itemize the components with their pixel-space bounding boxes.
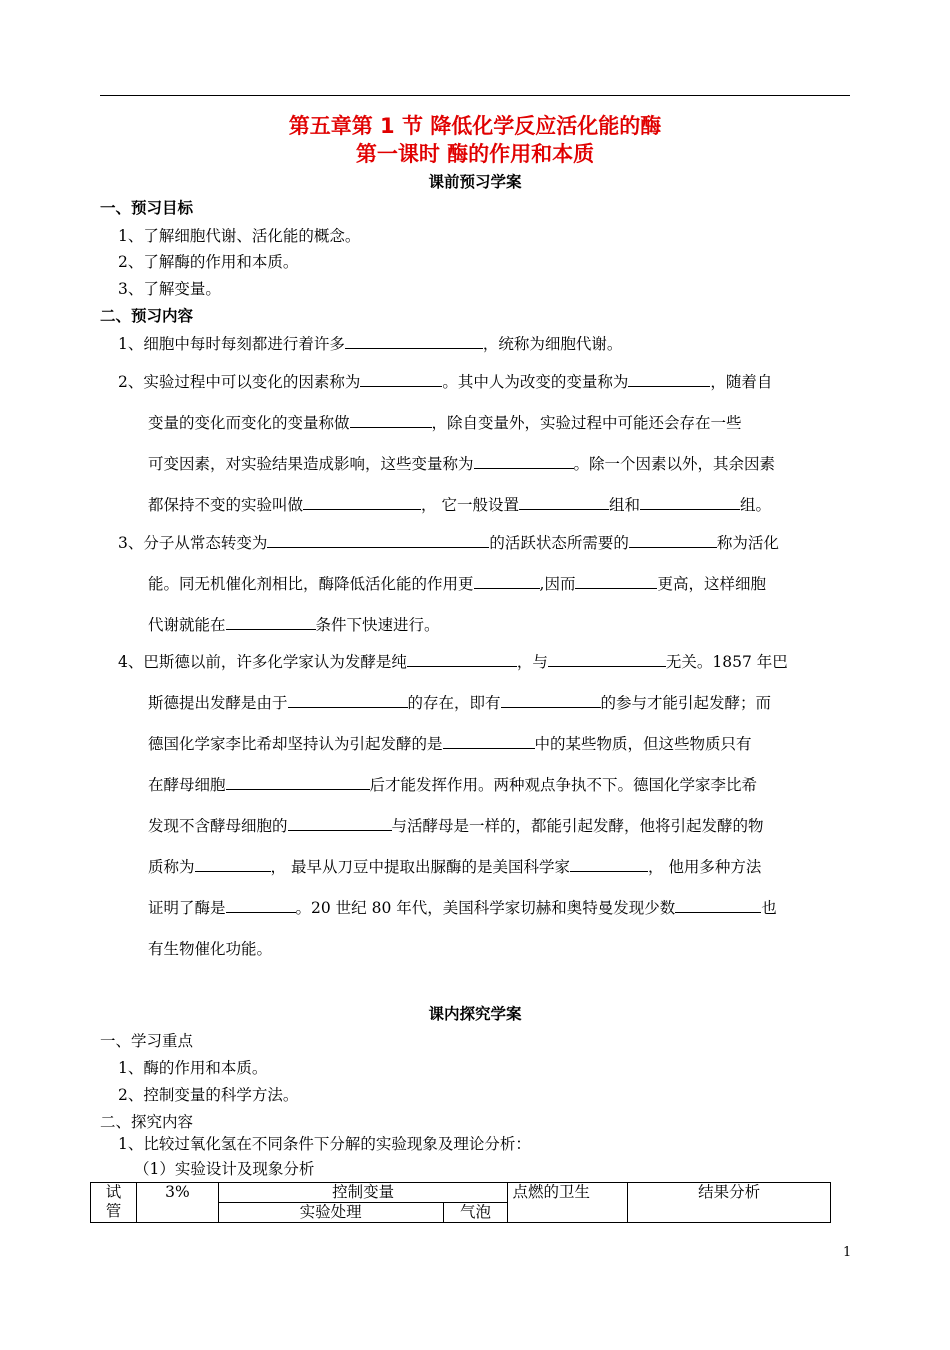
answer-blank[interactable]: [345, 333, 483, 349]
question-2-line2: 变量的变化而变化的变量称做 ，除自变量外，实验过程中可能还会存在一些: [148, 414, 742, 432]
answer-blank[interactable]: [474, 573, 540, 589]
table-header-analysis: 结果分析: [628, 1183, 831, 1223]
question-3-line3: 代谢就能在 条件下快速进行。: [148, 616, 440, 634]
answer-blank[interactable]: [407, 651, 517, 667]
lesson-title: 第一课时 酶的作用和本质: [355, 142, 595, 166]
explore-heading: 二、探究内容: [100, 1113, 194, 1131]
inclass-heading: 课内探究学案: [428, 1005, 522, 1023]
table-header-bubbles: 气泡: [443, 1203, 508, 1223]
answer-blank[interactable]: [443, 733, 535, 749]
page-number: 1: [843, 1245, 852, 1260]
chapter-title: 第五章第 1 节 降低化学反应活化能的酶: [288, 114, 662, 138]
table-header-tube: 试 管: [91, 1183, 137, 1223]
answer-blank[interactable]: [226, 897, 296, 913]
goal-item: 1、了解细胞代谢、活化能的概念。: [118, 227, 361, 245]
question-3-line1: 3、分子从常态转变为 的活跃状态所需要的 称为活化: [118, 534, 779, 552]
question-4-line4: 在酵母细胞 后才能发挥作用。两种观点争执不下。德国化学家李比希: [148, 776, 758, 794]
question-4-line5: 发现不含酵母细胞的 与活酵母是一样的，都能引起发酵，他将引起发酵的物: [148, 817, 764, 835]
answer-blank[interactable]: [350, 412, 432, 428]
answer-blank[interactable]: [640, 494, 740, 510]
experiment-table: [90, 1182, 831, 1223]
answer-blank[interactable]: [288, 815, 392, 831]
answer-blank[interactable]: [675, 897, 761, 913]
answer-blank[interactable]: [288, 692, 408, 708]
question-4-line2: 斯德提出发酵是由于 的存在，即有 的参与才能引起发酵；而: [148, 694, 772, 712]
answer-blank[interactable]: [226, 774, 370, 790]
content-heading: 二、预习内容: [100, 307, 194, 325]
answer-blank[interactable]: [303, 494, 421, 510]
question-2-line4: 都保持不变的实验叫做 ， 它一般设置 组和 组。: [148, 496, 771, 514]
answer-blank[interactable]: [474, 453, 574, 469]
answer-blank[interactable]: [195, 856, 271, 872]
answer-blank[interactable]: [575, 573, 657, 589]
answer-blank[interactable]: [360, 371, 442, 387]
question-4-line8: 有生物催化功能。: [148, 940, 273, 958]
goal-item: 2、了解酶的作用和本质。: [118, 253, 299, 271]
table-header-treatment: 实验处理: [218, 1203, 443, 1223]
focus-item: 1、酶的作用和本质。: [118, 1059, 268, 1077]
preclass-heading: 课前预习学案: [428, 173, 522, 191]
question-2-line3: 可变因素，对实验结果造成影响，这些变量称为 。除一个因素以外，其余因素: [148, 455, 776, 473]
answer-blank[interactable]: [628, 371, 710, 387]
table-header-splint: 点燃的卫生: [508, 1183, 628, 1223]
question-2-line1: 2、实验过程中可以变化的因素称为 。其中人为改变的变量称为 ，随着自: [118, 373, 773, 391]
focus-heading: 一、学习重点: [100, 1032, 194, 1050]
header-rule: [100, 95, 850, 96]
explore-item: 1、比较过氧化氢在不同条件下分解的实验现象及理论分析：: [118, 1135, 531, 1153]
focus-item: 2、控制变量的科学方法。: [118, 1086, 299, 1104]
answer-blank[interactable]: [629, 532, 717, 548]
answer-blank[interactable]: [548, 651, 666, 667]
answer-blank[interactable]: [570, 856, 648, 872]
question-4-line7: 证明了酶是 。20 世纪 80 年代，美国科学家切赫和奥特曼发现少数 也: [148, 899, 777, 917]
goals-heading: 一、预习目标: [100, 199, 194, 217]
question-3-line2: 能。同无机催化剂相比，酶降低活化能的作用更 ,因而 更高，这样细胞: [148, 575, 766, 593]
answer-blank[interactable]: [226, 614, 316, 630]
answer-blank[interactable]: [501, 692, 601, 708]
answer-blank[interactable]: [519, 494, 609, 510]
question-4-line6: 质称为 ， 最早从刀豆中提取出脲酶的是美国科学家 ， 他用多种方法: [148, 858, 762, 876]
table-header-concentration: 3%: [136, 1183, 218, 1223]
question-4-line1: 4、巴斯德以前，许多化学家认为发酵是纯 ，与 无关。1857 年巴: [118, 653, 788, 671]
question-1: 1、细胞中每时每刻都进行着许多 ，统称为细胞代谢。: [118, 335, 623, 353]
question-4-line3: 德国化学家李比希却坚持认为引起发酵的是 中的某些物质，但这些物质只有: [148, 735, 752, 753]
table-header-control-variable: 控制变量: [218, 1183, 508, 1203]
explore-subitem: （1）实验设计及现象分析: [134, 1160, 315, 1178]
goal-item: 3、了解变量。: [118, 280, 221, 298]
answer-blank[interactable]: [267, 532, 489, 548]
